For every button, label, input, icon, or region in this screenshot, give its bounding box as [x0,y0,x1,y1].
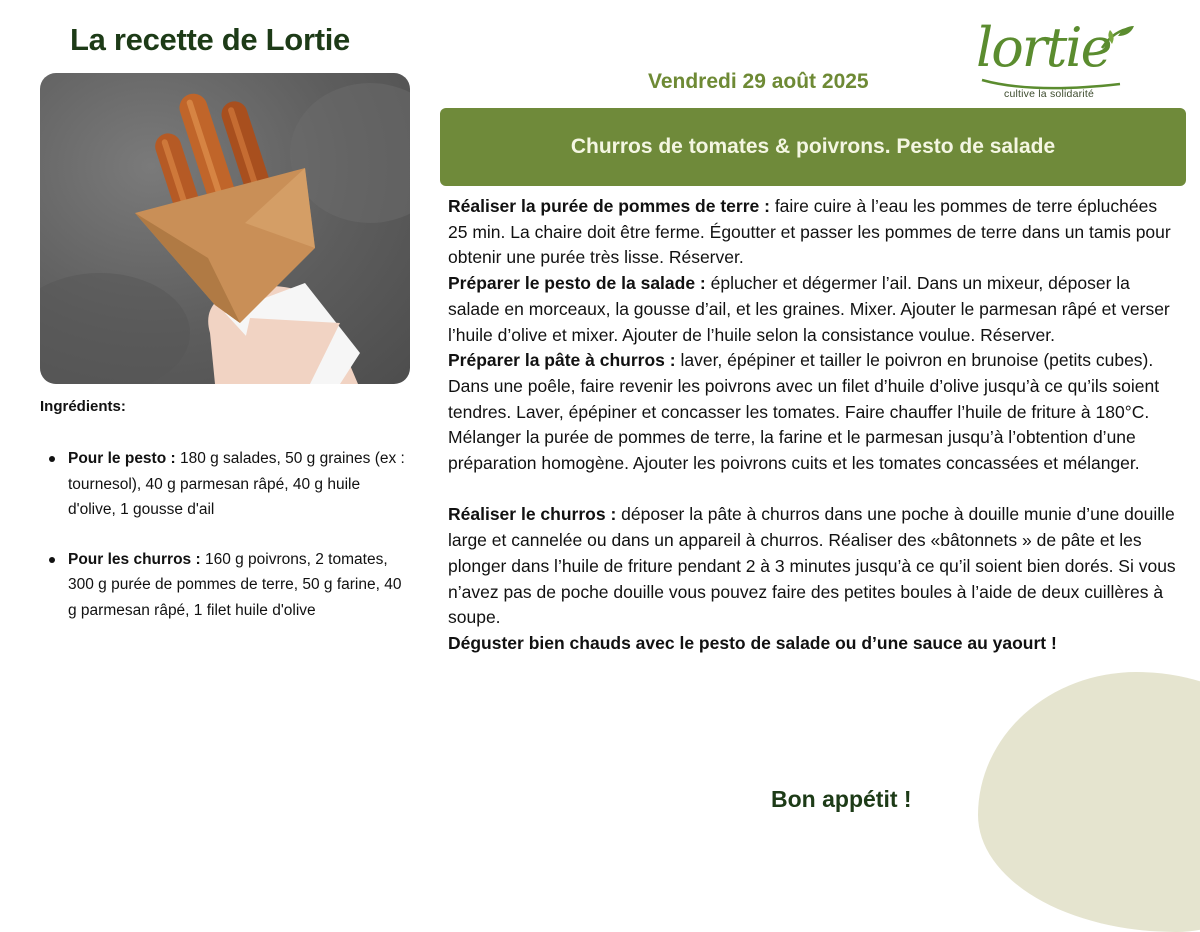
recipe-date: Vendredi 29 août 2025 [648,70,869,93]
step-churros [448,502,1176,631]
ingredient-label: Pour les churros : [68,550,201,568]
lortie-logo [972,16,1142,102]
bon-appetit: Bon appétit ! [771,786,912,812]
step-pate [448,348,1176,477]
recipe-steps [448,194,1176,657]
ingredient-item-pesto [40,446,410,523]
step-text: éplucher et dégermer l’ail. Dans un mixeur, déposer la salade en morceaux, la gousse d’ail, et les graines. Mixer. Ajouter le parmesan râpé et verser l’huile d’olive et mixer. Ajouter de l’huile selon la consistance voulue. Réserver. [448,273,1170,345]
recipe-title: Churros de tomates & poivrons. Pesto de salade [570,135,1056,158]
page-title: La recette de Lortie [70,22,350,57]
step-puree [448,194,1176,271]
recipe-title-banner [440,108,1186,186]
step-label: Réaliser la purée de pommes de terre : [448,196,770,216]
step-text: déposer la pâte à churros dans une poche à douille munie d’une douille large et cannelée ou dans un appareil à churros. Réaliser des «bâtonnets » de pâte et les plonger dans l’huile de friture pendant 2 à 3 minutes jusqu’à ce qu’il soient bien dorés. Si vous n’avez pas de poche douille vous pouvez faire des petites boules à l’aide de deux cuillères à soupe. [448,504,1176,628]
ingredient-label: Pour le pesto : [68,450,176,467]
closing-note [448,631,1176,657]
logo-wordmark: lortie [976,16,1111,79]
ingredients-list [40,446,410,647]
recipe-photo [40,73,410,384]
step-pesto [448,271,1176,348]
ingredient-item-churros [40,547,410,624]
ingredient-text: 180 g salades, 50 g graines (ex : tournesol), 40 g parmesan râpé, 40 g huile d'olive, 1 gousse d'ail [68,450,405,518]
step-label: Préparer le pesto de la salade : [448,273,706,294]
ingredients-heading: Ingrédients: [40,398,126,415]
logo-tagline: cultive la solidarité [1004,88,1094,100]
step-text: laver, épépiner et tailler le poivron en brunoise (petits cubes). Dans une poêle, faire revenir les poivrons avec un filet d’huile d’olive jusqu’à ce qu’ils soient tendres. Laver, épépiner et concasser les tomates. Faire chauffer l’huile de friture à 180°C. Mélanger la purée de pommes de terre, la farine et le parmesan jusqu’à l’obtention d’une préparation homogène. Ajouter les poivrons cuits et les tomates concassées et mélanger. [448,350,1160,474]
closing-text: Déguster bien chauds avec le pesto de salade ou d’une sauce au yaourt ! [448,632,1057,653]
step-label: Réaliser le churros : [448,504,617,525]
ingredient-text: 160 g poivrons, 2 tomates, 300 g purée de pommes de terre, 50 g farine, 40 g parmesan râpé, 1 filet huile d'olive [68,550,402,619]
step-label: Préparer la pâte à churros : [448,350,676,371]
step-text: faire cuire à l’eau les pommes de terre épluchées 25 min. La chaire doit être ferme. Égoutter et passer les pommes de terre dans un tamis pour obtenir une purée très lisse. Réserver. [448,196,1171,268]
decorative-blob [978,672,1200,932]
